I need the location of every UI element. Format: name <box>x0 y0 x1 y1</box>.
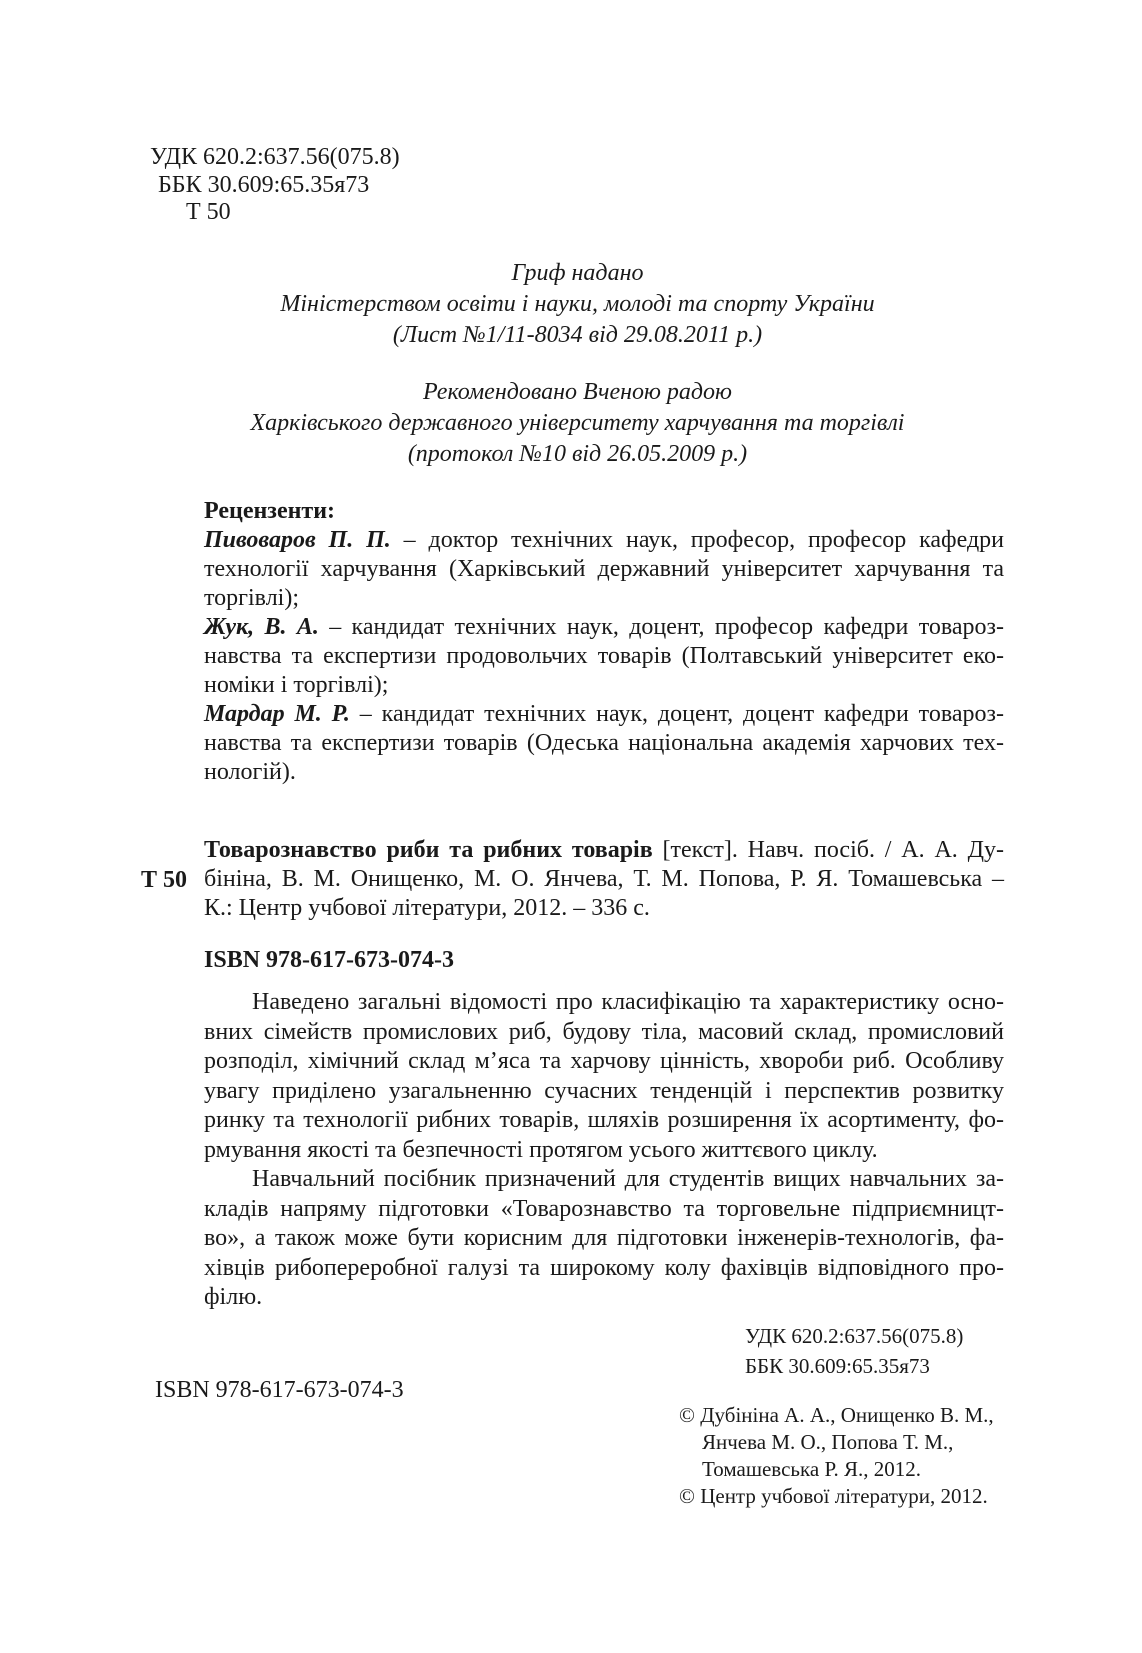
reviewer-1-line-3: торгівлі); <box>204 585 300 611</box>
abstract-p1-line-1: Наведено загальні відомості про класифікацію та характеристику осно- <box>252 989 1004 1015</box>
abstract-p2-line-2: кладів напряму підготовки «Товарознавство та торговельне підприємницт- <box>204 1195 1004 1222</box>
copyright-line-3: Томашевська Р. Я., 2012. <box>702 1457 922 1481</box>
udk-code: УДК 620.2:637.56(075.8) <box>150 144 400 170</box>
grif-line-1: Гриф надано <box>511 260 644 286</box>
reviewer-1-text: – доктор технічних наук, професор, професор кафедри <box>390 527 1004 553</box>
bibliographic-line-1 <box>204 836 1004 865</box>
abstract-p1-line-3: розподіл, хімічний склад м’яса та харчову цінність, хвороби риб. Особливу <box>204 1048 1004 1074</box>
bibliographic-margin-mark: Т 50 <box>141 867 188 893</box>
bibliographic-line-1-rest: [текст]. Навч. посіб. / А. А. Ду- <box>652 837 1005 863</box>
recommendation-line-2: Харківського державного університету харчування та торгівлі <box>250 410 905 436</box>
abstract-p2-line-1: Навчальний посібник призначений для студентів вищих навчальних за- <box>252 1166 1004 1192</box>
footer-udk-code: УДК 620.2:637.56(075.8) <box>745 1324 964 1348</box>
recommendation-line-1: Рекомендовано Вченою радою <box>423 379 732 405</box>
book-title: Товарознавство риби та рибних товарів <box>204 837 653 863</box>
bibliographic-line-3: К.: Центр учбової літератури, 2012. – 336 с. <box>204 895 650 921</box>
abstract-block <box>204 988 1004 1313</box>
copyright-block <box>679 1402 994 1510</box>
reviewer-3-line-3: нологій). <box>204 759 296 785</box>
reviewers-heading: Рецензенти: <box>204 498 336 524</box>
bibliographic-line-2: бініна, В. М. Онищенко, М. О. Янчева, Т. М. Попова, Р. Я. Томашевська – <box>204 866 1004 892</box>
abstract-p2-line-3: во», а також може бути корисним для підготовки інженерів-технологів, фа- <box>204 1225 1004 1251</box>
reviewer-3-line-2: навства та експертизи товарів (Одеська національна академія харчових тех- <box>204 730 1004 756</box>
reviewer-3-line-1 <box>204 700 1004 729</box>
copyright-line-2: Янчева М. О., Попова Т. М., <box>702 1430 954 1454</box>
footer-bbk-code: ББК 30.609:65.35я73 <box>745 1354 930 1378</box>
reviewer-2-line-1 <box>204 613 1004 642</box>
reviewer-2-line-2: навства та експертизи продовольчих товарів (Полтавський університет еко- <box>204 643 1004 669</box>
abstract-p1-line-4: увагу приділено узагальненню сучасних тенденцій і перспектив розвитку <box>204 1077 1004 1104</box>
bibliographic-record <box>204 836 1004 923</box>
reviewer-1-name: Пивоваров П. П. <box>204 527 391 553</box>
reviewer-3-text: – кандидат технічних наук, доцент, доцент кафедри товароз- <box>349 701 1004 727</box>
copyright-line-1: © Дубініна А. А., Онищенко В. М., <box>679 1403 994 1427</box>
copyright-line-4: © Центр учбової літератури, 2012. <box>679 1484 988 1508</box>
grif-line-3: (Лист №1/11-8034 від 29.08.2011 р.) <box>392 322 763 348</box>
reviewers-block <box>204 497 1004 787</box>
abstract-p2-line-5: філю. <box>204 1284 263 1310</box>
bbk-code: ББК 30.609:65.35я73 <box>158 172 370 198</box>
author-mark: Т 50 <box>186 199 231 225</box>
recommendation-line-3: (протокол №10 від 26.05.2009 р.) <box>407 441 748 467</box>
reviewer-2-text: – кандидат технічних наук, доцент, професор кафедри товароз- <box>318 614 1005 640</box>
recommendation-block <box>150 377 1005 470</box>
abstract-p1-line-5: ринку та технології рибних товарів, шляхів розширення їх асортименту, фо- <box>204 1107 1004 1133</box>
reviewer-1-line-2: технології харчування (Харківський державний університет харчування та <box>204 556 1004 582</box>
reviewer-1-line-1 <box>204 526 1004 555</box>
abstract-p1-line-6: рмування якості та безпечності протягом усього життєвого циклу. <box>204 1136 878 1163</box>
reviewer-2-name: Жук, В. А. <box>204 614 319 640</box>
isbn-plain: ISBN 978-617-673-074-3 <box>155 1377 404 1403</box>
footer-codes <box>745 1321 963 1381</box>
abstract-p1-line-2: вних сімейств промислових риб, будову тіла, масовий склад, промисловий <box>204 1018 1004 1045</box>
grif-block <box>150 258 1005 351</box>
grif-line-2: Міністерством освіти і науки, молоді та спорту України <box>280 291 875 317</box>
isbn-bold: ISBN 978-617-673-074-3 <box>204 947 454 973</box>
reviewer-2-line-3: номіки і торгівлі); <box>204 672 389 698</box>
reviewer-3-name: Мардар М. Р. <box>204 701 350 727</box>
abstract-p2-line-4: хівців рибопереробної галузі та широкому колу фахівців відповідного про- <box>204 1254 1004 1281</box>
